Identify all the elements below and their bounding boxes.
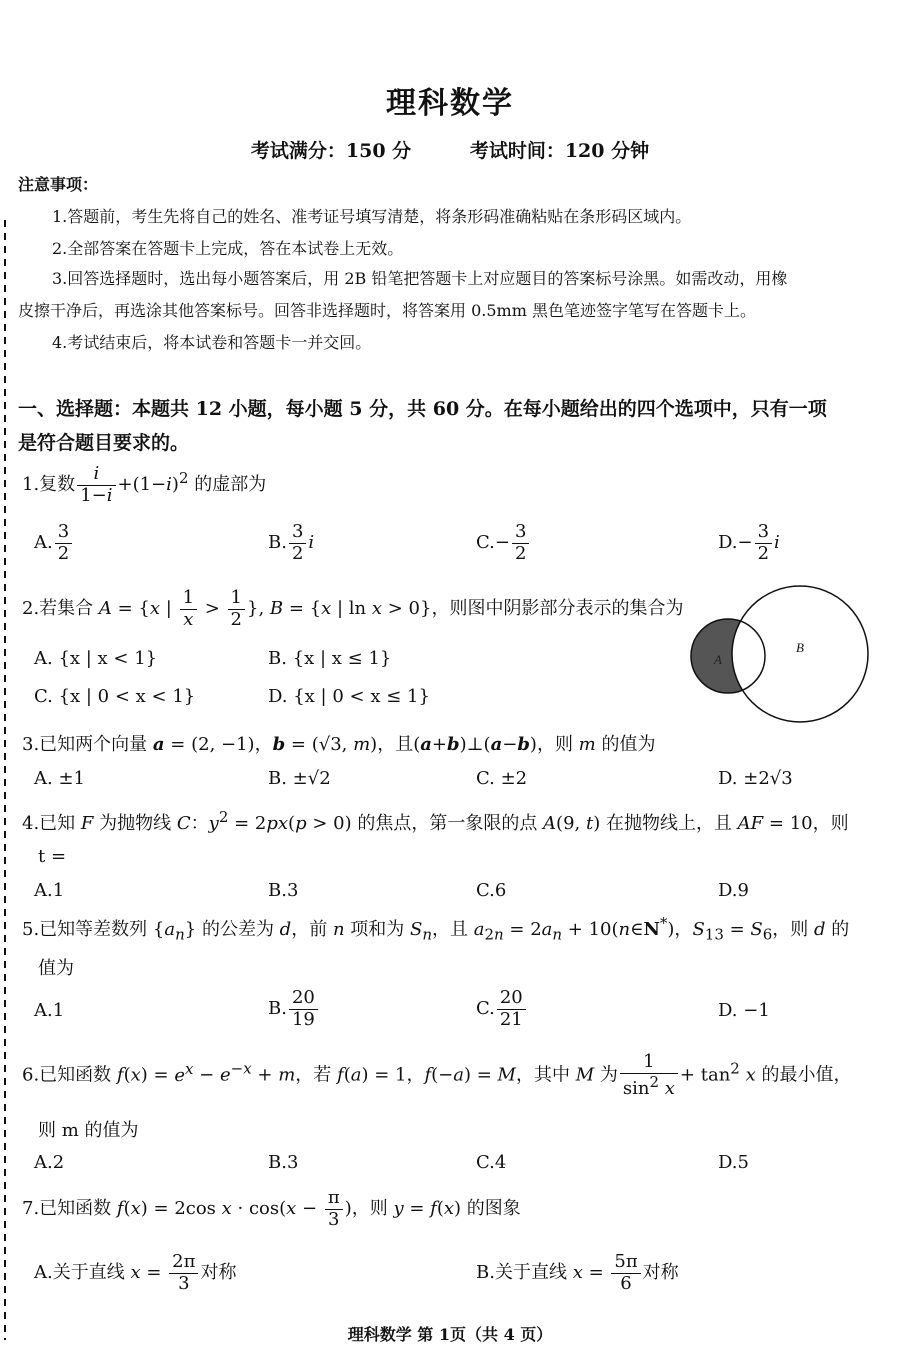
q2-option-d: D. {x | 0 < x ≤ 1} bbox=[268, 686, 430, 707]
question-4: 4.已知 F 为抛物线 C：$y^2 = 2px(p > 0)$ 的焦点，第一象限的点 A(9, t) 在抛物线上，且 AF = 10，则 bbox=[22, 808, 849, 834]
notice-item: 1.答题前，考生先将自己的姓名、准考证号填写清楚，将条形码准确粘贴在条形码区域内。 bbox=[52, 207, 692, 226]
exam-time: 考试时间：120 分钟 bbox=[469, 140, 650, 162]
q3-option-c: C. ±2 bbox=[476, 768, 528, 789]
section-heading-continued: 是符合题目要求的。 bbox=[18, 432, 190, 454]
section-heading: 一、选择题：本题共 12 小题，每小题 5 分，共 60 分。在每小题给出的四个选项中，只有一项 bbox=[18, 398, 827, 420]
formula: $\frac{i}{1-i}$ bbox=[77, 464, 115, 506]
q2-option-a: A. {x | x < 1} bbox=[34, 648, 158, 669]
question-4-stem: 4.已知 bbox=[22, 813, 81, 834]
q1-option-a: A. $\frac{3}{2}$ bbox=[34, 522, 74, 564]
q1-option-c: C.− $\frac{3}{2}$ bbox=[476, 522, 531, 564]
q2-option-b: B. {x | x ≤ 1} bbox=[268, 648, 392, 669]
question-7-stem: 7.已知函数 bbox=[22, 1198, 117, 1220]
set-b-label: B bbox=[796, 640, 804, 655]
question-6: 6.已知函数 $f(x) = e^x - e^{-x} + m$，若 f(a) = 1，f(−a) = M，其中 M 为 $\frac{1}{\sin^2 x}$ + $\tan^2 x$ 的最小值， bbox=[22, 1051, 852, 1099]
q2-option-c: C. {x | 0 < x < 1} bbox=[34, 686, 196, 707]
question-4-continued: t = bbox=[38, 846, 67, 867]
notice-item: 2.全部答案在答题卡上完成，答在本试卷上无效。 bbox=[52, 239, 404, 258]
question-5: 5.已知等差数列 $\{a_n\}$ 的公差为 d，前 n 项和为 $S_n$，且 $a_{2n} = 2a_n$ + 10(n∈N*)，$S_{13} = S_6$，则 d 的 bbox=[22, 914, 850, 944]
q6-option-c: C.4 bbox=[476, 1152, 507, 1173]
q3-option-d: D. ±2√3 bbox=[718, 768, 793, 789]
question-1-stem: 1.复数 bbox=[22, 474, 76, 496]
question-3-stem-end: 的值为 bbox=[601, 734, 656, 755]
q6-option-d: D.5 bbox=[718, 1152, 749, 1173]
q4-option-b: B.3 bbox=[268, 880, 299, 901]
q5-option-d: D. −1 bbox=[718, 1000, 770, 1021]
q6-option-b: B.3 bbox=[268, 1152, 299, 1173]
question-6-continued: 则 m 的值为 bbox=[38, 1120, 139, 1141]
q5-option-c: C. $\frac{20}{21}$ bbox=[476, 988, 528, 1030]
question-2: 2.若集合 A = {x | $\frac{1}{x}$ > $\frac{1}{2}$ }, B = {x | ln x > 0}，则图中阴影部分表示的集合为 bbox=[22, 587, 684, 630]
q5-option-a: A.1 bbox=[34, 1000, 65, 1021]
set-a-label: A bbox=[714, 652, 722, 667]
full-score: 考试满分：150 分 bbox=[250, 140, 412, 162]
question-2-stem-end: ，则图中阴影部分表示的集合为 bbox=[431, 598, 684, 620]
q7-option-a: A.关于直线 x = $\frac{2\pi}{3}$ 对称 bbox=[34, 1251, 237, 1294]
question-2-stem: 2.若集合 bbox=[22, 598, 99, 620]
question-5-continued: 值为 bbox=[38, 958, 74, 979]
q1-option-b: B. $\frac{3}{2}$ i bbox=[268, 521, 315, 564]
q4-option-a: A.1 bbox=[34, 880, 65, 901]
q1-option-d: D.− $\frac{3}{2}$ i bbox=[718, 521, 780, 564]
notice-item-continued: 皮擦干净后，再选涂其他答案标号。回答非选择题时，将答案用 0.5mm 黑色笔迹签字笔写在答题卡上。 bbox=[18, 301, 756, 320]
notice-heading: 注意事项： bbox=[18, 175, 99, 194]
question-1: 1.复数 $\frac{i}{1-i}$ $+(1-i)^2$ 的虚部为 bbox=[22, 463, 267, 506]
question-3-stem: 3.已知两个向量 bbox=[22, 734, 153, 755]
q4-option-c: C.6 bbox=[476, 880, 507, 901]
question-3: 3.已知两个向量 a = (2, −1)，b = (√3, m)，且(a+b)⊥(a−b)，则 m 的值为 bbox=[22, 734, 656, 755]
q7-option-b: B.关于直线 x = $\frac{5\pi}{6}$ 对称 bbox=[476, 1251, 679, 1294]
notice-item: 3.回答选择题时，选出每小题答案后，用 2B 铅笔把答题卡上对应题目的答案标号涂黑。如需改动，用橡 bbox=[52, 269, 788, 288]
q4-option-d: D.9 bbox=[718, 880, 749, 901]
notice-item: 4.考试结束后，将本试卷和答题卡一并交回。 bbox=[52, 333, 372, 352]
page-footer: 理科数学 第 1页（共 4 页） bbox=[347, 1325, 553, 1344]
q5-option-b: B. $\frac{20}{19}$ bbox=[268, 988, 320, 1030]
question-7: 7.已知函数 f(x) = 2cos x · cos(x − $\frac{\pi}{3}$ )，则 y = f(x) 的图象 bbox=[22, 1187, 521, 1230]
question-7-stem-end: 的图象 bbox=[466, 1198, 521, 1220]
q3-option-b: B. ±√2 bbox=[268, 768, 331, 789]
venn-diagram bbox=[688, 584, 878, 724]
page-title: 理科数学 bbox=[386, 86, 514, 121]
q3-option-a: A. ±1 bbox=[34, 768, 85, 789]
q6-option-a: A.2 bbox=[34, 1152, 65, 1173]
binding-margin-dashes bbox=[4, 220, 6, 1340]
exam-info bbox=[0, 136, 900, 163]
question-1-stem-end: 的虚部为 bbox=[194, 474, 267, 496]
